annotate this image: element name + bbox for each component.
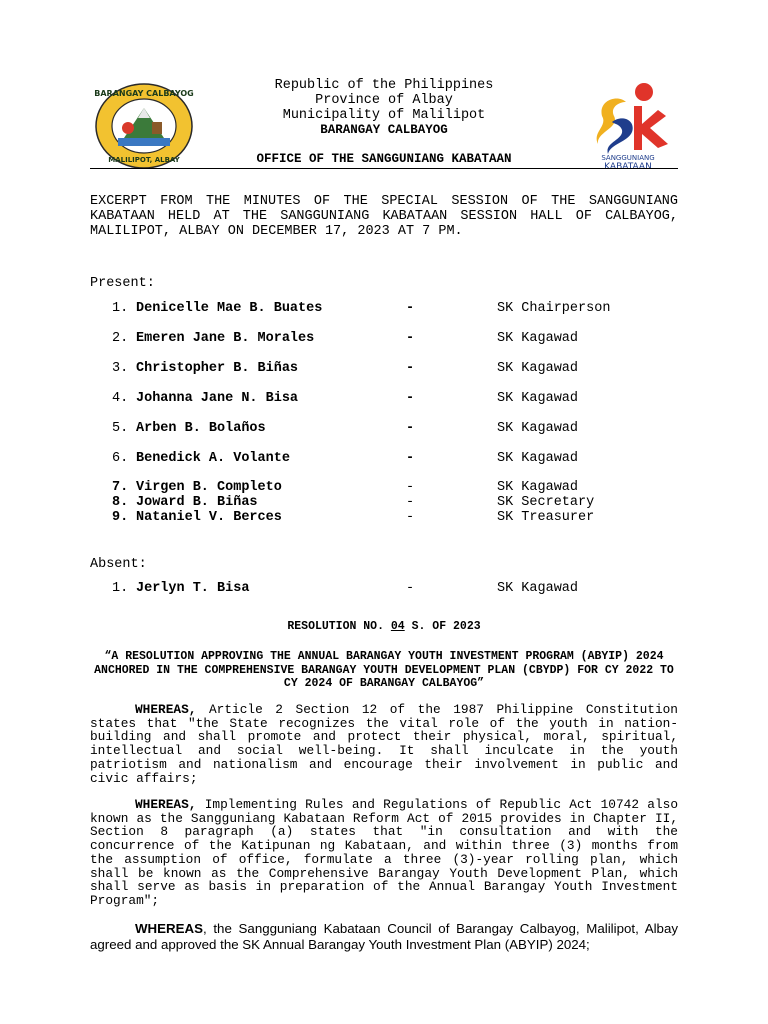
member-dash: - <box>406 361 415 376</box>
member-position: SK Chairperson <box>497 301 611 316</box>
member-position: SK Secretary <box>497 495 595 510</box>
absent-label: Absent: <box>90 557 147 572</box>
member-number: 1. <box>112 301 129 316</box>
member-position: SK Kagawad <box>497 480 579 495</box>
member-number: 1. <box>112 581 129 596</box>
member-position: SK Kagawad <box>497 581 579 596</box>
whereas-text: , the Sangguniang Kabataan Council of Barangay Calbayog, Malilipot, Albay agreed and approved the SK Annual Barangay Youth Investment Plan (ABYIP) 2024; <box>90 921 678 952</box>
member-name: Christopher B. Biñas <box>136 361 299 376</box>
whereas-paragraph-3 <box>90 921 678 953</box>
resolution-suffix: S. OF 2023 <box>404 620 481 633</box>
member-row <box>90 331 690 347</box>
member-dash: - <box>406 451 415 466</box>
resolution-number-value: 04 <box>390 620 405 633</box>
member-dash: - <box>406 581 415 596</box>
excerpt-paragraph: EXCERPT FROM THE MINUTES OF THE SPECIAL SESSION OF THE SANGGUNIANG KABATAAN HELD AT THE SANGGUNIANG KABATAAN SESSION HALL OF CALBAYOG, MALILIPOT, ALBAY ON DECEMBER 17, 2023 AT 7 PM. <box>90 194 678 239</box>
whereas-paragraph-2 <box>90 798 678 908</box>
member-name: Joward B. Biñas <box>136 495 258 510</box>
sk-logo-text-1: SANGGUNIANG <box>601 154 655 162</box>
member-number: 3. <box>112 361 129 376</box>
member-name: Benedick A. Volante <box>136 451 290 466</box>
member-row <box>90 480 690 496</box>
member-dash: - <box>406 495 415 510</box>
member-dash: - <box>406 331 415 346</box>
member-row <box>90 421 690 437</box>
member-dash: - <box>406 421 415 436</box>
member-dash: - <box>406 301 415 316</box>
member-dash: - <box>406 480 415 495</box>
svg-text:BARANGAY CALBAYOG: BARANGAY CALBAYOG <box>94 89 194 98</box>
member-row <box>90 451 690 467</box>
whereas-lead: WHEREAS, <box>135 797 197 812</box>
member-name: Jerlyn T. Bisa <box>136 581 250 596</box>
whereas-text: Article 2 Section 12 of the 1987 Philippine Constitution states that "the State recognizes the vital role of the youth in nation-building and shall promote and protect their physical, moral, spiritual, intellectual and social well-being. It shall inculcate in the youth patriotism and nationalism and encourage their involvement in public and civic affairs; <box>90 702 678 786</box>
member-name: Johanna Jane N. Bisa <box>136 391 299 406</box>
member-name: Virgen B. Completo <box>136 480 282 495</box>
member-position: SK Kagawad <box>497 451 579 466</box>
header-republic: Republic of the Philippines <box>274 78 494 93</box>
header-divider <box>90 168 678 169</box>
member-position: SK Kagawad <box>497 331 579 346</box>
header-province: Province of Albay <box>315 93 453 108</box>
member-number: 8. <box>112 495 129 510</box>
header-barangay: BARANGAY CALBAYOG <box>320 123 448 137</box>
resolution-title: “A RESOLUTION APPROVING THE ANNUAL BARANGAY YOUTH INVESTMENT PROGRAM (ABYIP) 2024 ANCHORED IN THE COMPREHENSIVE BARANGAY YOUTH DEVELOPMENT PLAN (CBYDP) FOR CY 2022 TO CY 2024 OF BARANGAY CALBAYOG” <box>94 650 674 690</box>
sangguniang-kabataan-logo <box>588 80 680 172</box>
member-number: 9. <box>112 510 129 525</box>
whereas-paragraph-1 <box>90 703 678 785</box>
member-position: SK Kagawad <box>497 361 579 376</box>
member-number: 7. <box>112 480 129 495</box>
sk-logo-text-2: KABATAAN <box>604 162 652 172</box>
resolution-prefix: RESOLUTION NO. <box>287 620 391 633</box>
whereas-lead: WHEREAS, <box>135 702 197 717</box>
member-row <box>90 495 690 511</box>
member-name: Nataniel V. Berces <box>136 510 282 525</box>
whereas-text: Implementing Rules and Regulations of Republic Act 10742 also known as the Sangguniang Kabataan Reform Act of 2015 provides in Chapter II, Section 8 paragraph (a) states that "in consultation and with the concurrence of the Katipunan ng Kabataan, and within three (3) months from the assumption of office, formulate a three (3)-year rolling plan, which shall be known as the Comprehensive Barangay Youth Development Plan, which shall serve as basis in preparation of the Annual Barangay Youth Investment Program"; <box>90 797 678 908</box>
header-municipality: Municipality of Malilipot <box>282 108 486 123</box>
header-office: OFFICE OF THE SANGGUNIANG KABATAAN <box>256 152 512 166</box>
member-row <box>90 301 690 317</box>
present-label: Present: <box>90 276 155 291</box>
member-number: 2. <box>112 331 129 346</box>
member-name: Emeren Jane B. Morales <box>136 331 315 346</box>
member-position: SK Treasurer <box>497 510 595 525</box>
whereas-lead: WHEREAS <box>135 921 203 936</box>
member-name: Denicelle Mae B. Buates <box>136 301 323 316</box>
member-number: 5. <box>112 421 129 436</box>
member-row <box>90 361 690 377</box>
member-dash: - <box>406 391 415 406</box>
member-dash: - <box>406 510 415 525</box>
member-number: 4. <box>112 391 129 406</box>
member-number: 6. <box>112 451 129 466</box>
member-row <box>90 581 690 597</box>
member-position: SK Kagawad <box>497 421 579 436</box>
member-name: Arben B. Bolaños <box>136 421 266 436</box>
svg-text:MALILIPOT, ALBAY: MALILIPOT, ALBAY <box>108 156 180 164</box>
member-position: SK Kagawad <box>497 391 579 406</box>
resolution-number <box>90 620 678 633</box>
member-row <box>90 391 690 407</box>
member-row <box>90 510 690 526</box>
